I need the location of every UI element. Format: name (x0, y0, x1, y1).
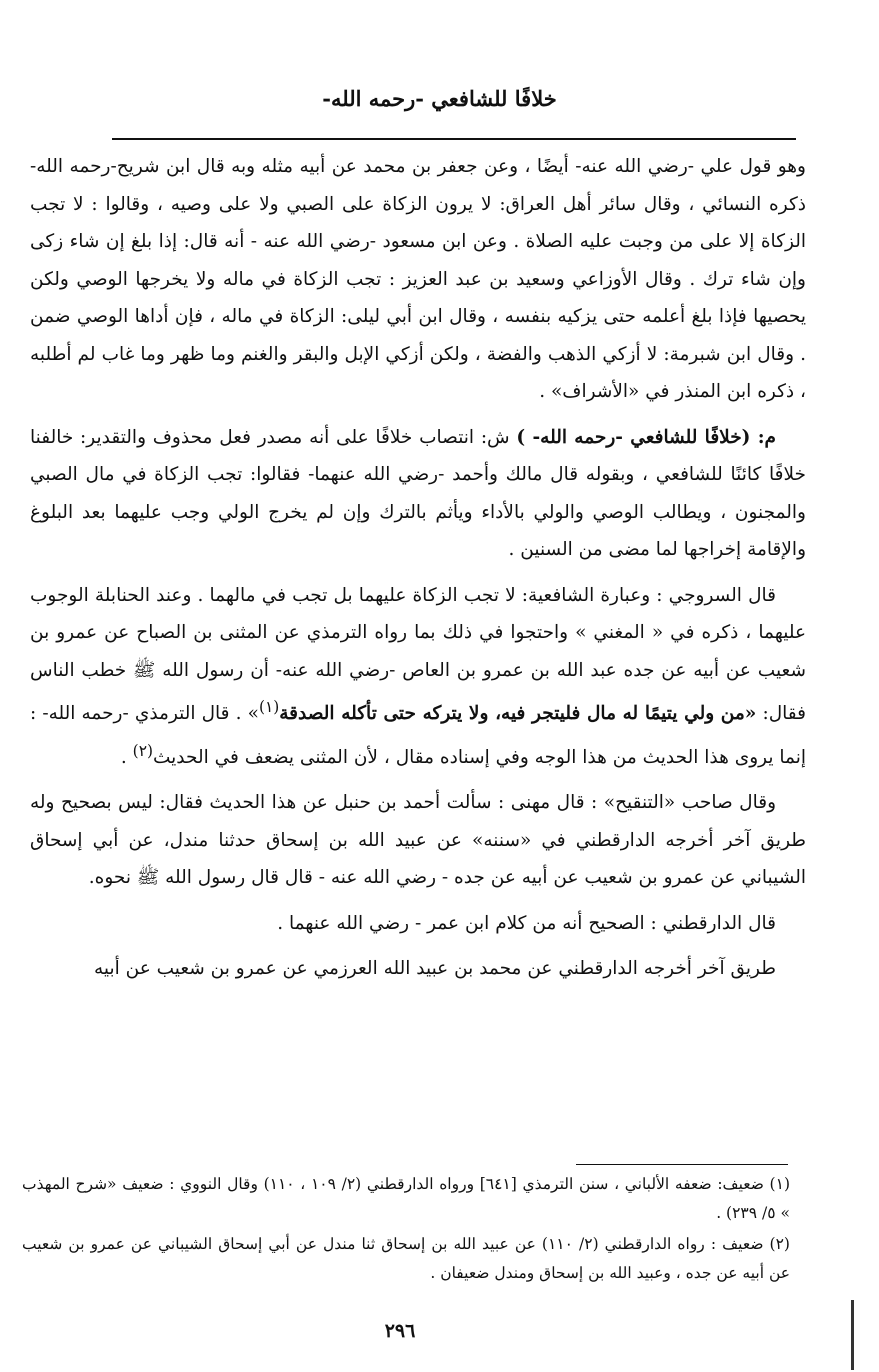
paragraph-3 (30, 577, 806, 777)
main-text (30, 148, 806, 996)
paragraph-3-continuation: » . قال الترمذي -رحمه الله- : إنما يروى هذا الحديث من هذا الوجه وفي إسناده مقال ، لأن المثنى يضعف في الحديث (30, 703, 806, 768)
hadith-quote: «من ولي يتيمًا له مال فليتجر فيه، ولا يتركه حتى تأكله الصدقة (279, 703, 757, 725)
page-number: ٢٩٦ (384, 1320, 416, 1342)
matn-quote: م: (خلافًا للشافعي -رحمه الله- ) (516, 426, 776, 448)
footnote-rule (576, 1164, 788, 1165)
paragraph-5: قال الدارقطني : الصحيح أنه من كلام ابن عمر - رضي الله عنهما . (277, 912, 776, 934)
paragraph-3-text: قال السروجي : وعبارة الشافعية: لا تجب الزكاة عليهما بل تجب في مالهما . وعند الحنابلة الوجوب عليهما ، ذكره في « المغني » واحتجوا في ذلك بما رواه الترمذي عن المثنى بن الصباح عن عمرو بن شعيب عن أبيه عن جده عبد الله بن عمرو بن العاص -رضي الله عنه- أن رسول الله ﷺ خطب الناس فقال: (30, 584, 806, 725)
paragraph-2 (30, 419, 806, 569)
footnotes (22, 1170, 790, 1290)
paragraph-4: وقال صاحب «التنقيح» : قال مهنى : سألت أحمد بن حنبل عن هذا الحديث فقال: ليس بصحيح وله طريق آخر أخرجه الدارقطني في «سننه» عن عبيد الله بن إسحاق حدثنا مندل، عن أبي إسحاق الشيباني عن عمرو بن شعيب عن أبيه عن جده - رضي الله عنه - قال قال رسول الله ﷺ نحوه. (30, 792, 806, 889)
footnote-1: (١) ضعيف: ضعفه الألباني ، سنن الترمذي [٦٤١] ورواه الدارقطني (٢/ ١٠٩ ، ١١٠) وقال النووي : ضعيف «شرح المهذب » ٥/ ٢٣٩) . (22, 1175, 790, 1222)
footnote-2: (٢) ضعيف : رواه الدارقطني (٢/ ١١٠) عن عبيد الله بن إسحاق ثنا مندل عن أبي إسحاق الشيباني عن عمرو بن شعيب عن أبيه عن جده ، وعبيد الله بن إسحاق ومندل ضعيفان . (22, 1235, 790, 1282)
footnote-ref-1: (١) (258, 698, 280, 716)
paragraph-6: طريق آخر أخرجه الدارقطني عن محمد بن عبيد الله العرزمي عن عمرو بن شعيب عن أبيه (93, 958, 776, 980)
running-header: خلافًا للشافعي -رحمه الله- (322, 86, 557, 111)
page-edge-mark (845, 1300, 854, 1370)
paragraph-1: وهو قول علي -رضي الله عنه- أيضًا ، وعن جعفر بن محمد عن أبيه مثله وبه قال ابن شريح-رحمه الله- ذكره النسائي ، وقال سائر أهل العراق: لا يرون الزكاة على الصبي ولا على وصيه ، وقالوا : لا تجب الزكاة إلا على من وجبت عليه الصلاة . وعن ابن مسعود -رضي الله عنه - أنه قال: إذا بلغ إن شاء زكى وإن شاء ترك . وقال الأوزاعي وسعيد بن عبد العزيز : تجب الزكاة في ماله ولا يخرجها الوصي ولكن يحصيها فإذا بلغ أعلمه حتى يزكيه بنفسه ، وقال ابن أبي ليلى: الزكاة في ماله ، فإن أداها الوصي ضمن . وقال ابن شبرمة: لا أزكي الذهب والفضة ، ولكن أزكي الإبل والبقر والغنم وما ظهر وما غاب لم أطلبه ، ذكره ابن المنذر في «الأشراف» . (30, 156, 806, 402)
paragraph-3-end: . (120, 746, 133, 768)
commentary-text: ش: انتصاب خلافًا على أنه مصدر فعل محذوف والتقدير: خالفنا خلافًا كائنًا للشافعي ، وبقوله قال مالك وأحمد -رضي الله عنهما- فقالوا: تجب الزكاة في مال الصبي والمجنون ، ويطالب الوصي والولي بالأداء ويأثم بالترك وإن لم يخرج الولي وجب عليهما بعد البلوغ والإقامة إخراجها لما مضى من السنين . (30, 426, 806, 560)
header-rule (112, 138, 796, 140)
footnote-ref-2: (٢) (132, 741, 153, 760)
